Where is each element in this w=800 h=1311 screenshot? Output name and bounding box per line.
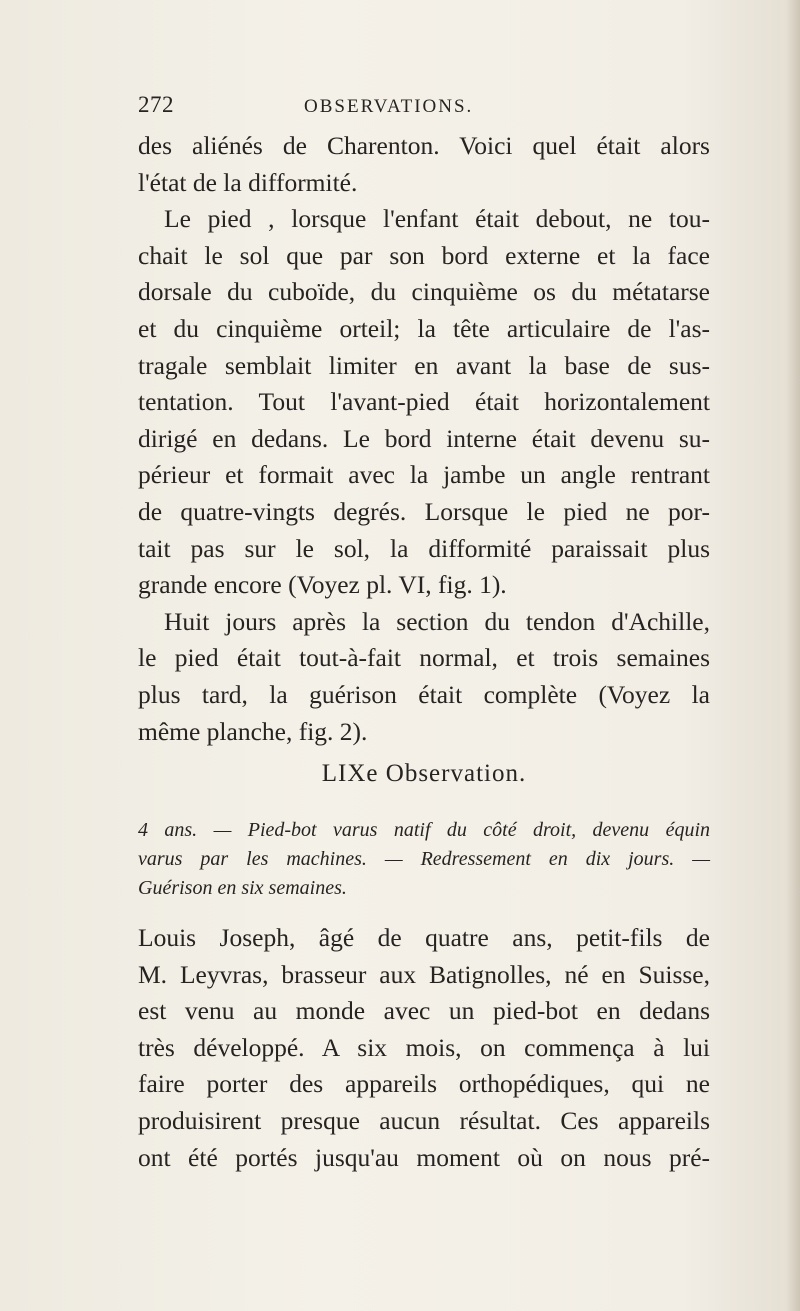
main-text-block bbox=[138, 128, 710, 750]
running-head: OBSERVATIONS. bbox=[304, 96, 474, 117]
text-line: périeur et formait avec la jambe un angle rentrant bbox=[138, 460, 710, 490]
page-header bbox=[138, 92, 708, 124]
case-summary bbox=[138, 816, 710, 903]
text-line: tragale semblait limiter en avant la base de sus- bbox=[138, 350, 710, 380]
section-heading: LIXe Observation. bbox=[321, 760, 527, 787]
text-line: très développé. A six mois, on commença à lui bbox=[138, 1032, 710, 1062]
text-line: le pied était tout-à-fait normal, et trois semaines bbox=[138, 643, 710, 673]
text-line: des aliénés de Charenton. Voici quel était alors bbox=[138, 131, 710, 160]
text-line: dirigé en dedans. Le bord interne était devenu su- bbox=[138, 423, 710, 453]
text-line: ont été portés jusqu'au moment où on nous pré- bbox=[138, 1142, 710, 1172]
case-text-block bbox=[138, 920, 710, 1176]
text-line: est venu au monde avec un pied-bot en dedans bbox=[138, 996, 710, 1026]
text-line: dorsale du cuboïde, du cinquième os du métatarse bbox=[138, 277, 710, 307]
text-line: produisirent presque aucun résultat. Ces appareils bbox=[138, 1105, 710, 1135]
text-line: de quatre-vingts degrés. Lorsque le pied ne por- bbox=[138, 496, 710, 526]
text-line: chait le sol que par son bord externe et la face bbox=[138, 240, 710, 270]
text-line: Huit jours après la section du tendon d'Achille, bbox=[164, 606, 710, 636]
page-edge-shadow bbox=[786, 0, 800, 1311]
summary-line: varus par les machines. — Redressement en dix jours. — bbox=[138, 848, 710, 870]
text-line: tait pas sur le sol, la difformité paraissait plus bbox=[138, 533, 710, 563]
text-line: M. Leyvras, brasseur aux Batignolles, né en Suisse, bbox=[138, 959, 710, 989]
summary-line: 4 ans. — Pied-bot varus natif du côté droit, devenu équin bbox=[138, 819, 710, 841]
text-line: faire porter des appareils orthopédiques, qui ne bbox=[138, 1069, 710, 1099]
summary-line: Guérison en six semaines. bbox=[138, 877, 347, 899]
text-line: et du cinquième orteil; la tête articulaire de l'as- bbox=[138, 313, 710, 343]
text-line: plus tard, la guérison était complète (Voyez la bbox=[138, 679, 710, 709]
text-line: Le pied , lorsque l'enfant était debout, ne tou- bbox=[164, 204, 710, 234]
text-line: Louis Joseph, âgé de quatre ans, petit-fils de bbox=[138, 923, 710, 952]
page-number: 272 bbox=[138, 92, 174, 117]
text-line: tentation. Tout l'avant-pied était horizontalement bbox=[138, 387, 710, 417]
text-line: grande encore (Voyez pl. VI, fig. 1). bbox=[138, 570, 507, 600]
text-line: l'état de la difformité. bbox=[138, 167, 358, 197]
text-line: même planche, fig. 2). bbox=[138, 716, 368, 746]
